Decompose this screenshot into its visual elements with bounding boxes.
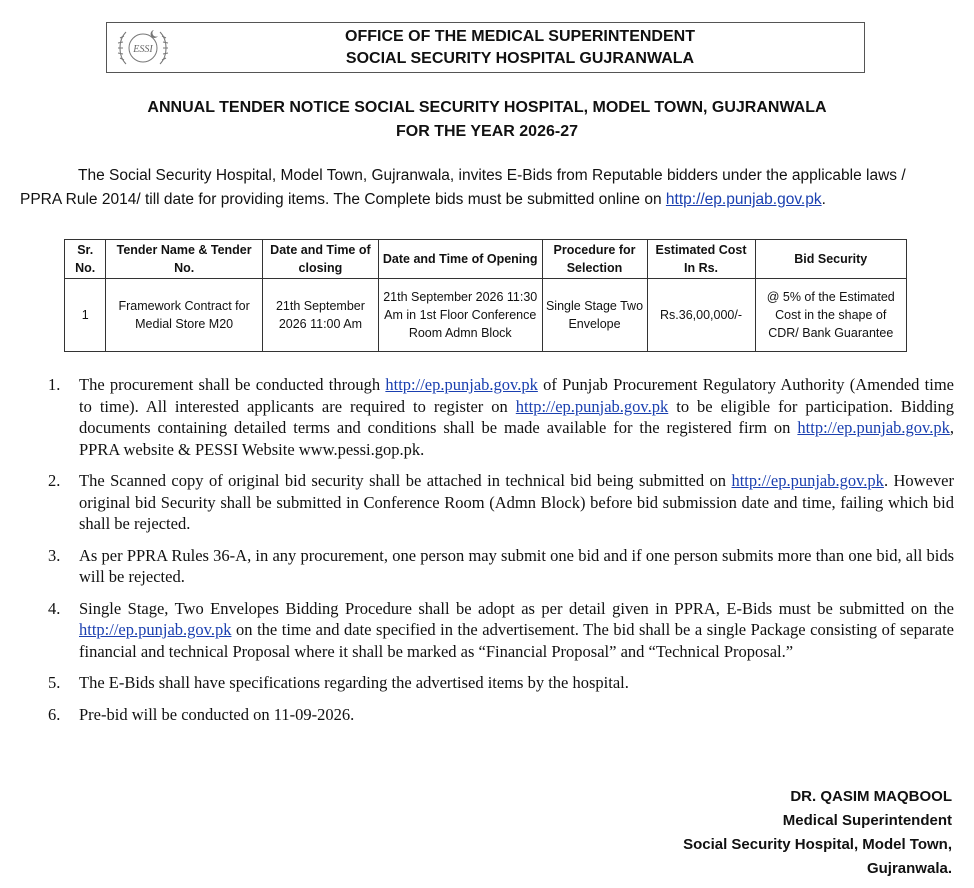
notice-title-line-2: FOR THE YEAR 2026-27 [396, 123, 578, 140]
item-number: 5. [48, 673, 61, 692]
item-text: of Punjab Procurement Regulatory Authority (Amended time to time). All interested applicants are required to register on [79, 375, 955, 416]
signatory-name: DR. QASIM MAQBOOL [790, 788, 952, 805]
signature-block [683, 785, 952, 881]
item-text: As per PPRA Rules 36-A, in any procurement, one person may submit one bid and if one person submits more than one bid, all bids will be rejected. [79, 545, 954, 586]
notice-title-line-1: ANNUAL TENDER NOTICE SOCIAL SECURITY HOSPITAL, MODEL TOWN, GUJRANWALA [147, 99, 827, 116]
item-text: to be eligible for participation. Bidding documents containing detailed terms and conditions shall be made available for the registered firm on [79, 396, 954, 437]
item-number: 3. [48, 545, 61, 565]
item-number: 6. [48, 704, 61, 724]
office-line-1: OFFICE OF THE MEDICAL SUPERINTENDENT [345, 28, 695, 45]
col-header-cost: Estimated Cost In Rs. [647, 240, 755, 279]
col-header-tender-name: Tender Name & Tender No. [106, 240, 262, 279]
cell-procedure: Single Stage Two Envelope [542, 279, 647, 352]
item-text: , PPRA website & PESSI Website www.pessi.gop.pk. [79, 418, 954, 459]
col-header-procedure: Procedure for Selection [542, 240, 647, 279]
logo-text: ESSI [133, 44, 153, 55]
intro-text: The Social Security Hospital, Model Town, Gujranwala, invites E-Bids from Reputable bidders under the applicable laws / PPRA Rule 2014/ till date for providing items. The Complete bids must be submitted online on [20, 167, 906, 208]
signatory-city: Gujranwala. [866, 860, 952, 877]
list-item [46, 672, 954, 694]
eprocurement-link[interactable]: http://ep.punjab.gov.pk [385, 375, 538, 394]
item-text: The Scanned copy of original bid security shall be attached in technical bid being submitted on [79, 471, 732, 490]
list-item [46, 374, 954, 460]
col-header-opening: Date and Time of Opening [378, 240, 542, 279]
item-number: 4. [48, 598, 61, 618]
list-item [46, 598, 954, 663]
office-title [180, 26, 860, 70]
cell-sr: 1 [65, 279, 106, 352]
item-number: 2. [48, 471, 61, 490]
cell-security: @ 5% of the Estimated Cost in the shape of CDR/ Bank Guarantee [755, 279, 906, 352]
item-text: Single Stage, Two Envelopes Bidding Procedure shall be adopt as per detail given in PPRA, E-Bids must be submitted on the [79, 598, 954, 618]
item-text: . However original bid Security shall be submitted in Conference Room (Admn Block) before bid submission date and time, failing which bid shall be rejected. [79, 471, 954, 533]
table-header-row [65, 240, 907, 279]
cell-closing: 21th September 2026 11:00 Am [262, 279, 378, 352]
list-item [46, 470, 954, 535]
item-text: The procurement shall be conducted through [79, 375, 386, 394]
item-text: Pre-bid will be conducted on 11-09-2026. [79, 704, 355, 724]
table-row [65, 279, 907, 352]
item-text: on the time and date specified in the advertisement. The bid shall be a single Package consisting of separate financial and technical Proposal where it shall be marked as “Financial Proposal” and “Technical Proposal.” [79, 620, 954, 661]
eprocurement-link[interactable]: http://ep.punjab.gov.pk [665, 191, 822, 208]
notice-title [0, 96, 974, 144]
col-header-sr: Sr. No. [65, 240, 106, 279]
eprocurement-link[interactable]: http://ep.punjab.gov.pk [797, 418, 950, 437]
tender-table [64, 239, 907, 352]
office-line-2: SOCIAL SECURITY HOSPITAL GUJRANWALA [345, 50, 695, 67]
intro-paragraph [20, 164, 950, 212]
eprocurement-link[interactable]: http://ep.punjab.gov.pk [79, 620, 232, 639]
list-item [46, 704, 954, 726]
list-item [46, 545, 954, 588]
conditions-list [46, 374, 954, 735]
col-header-security: Bid Security [755, 240, 906, 279]
cell-tender-name: Framework Contract for Medial Store M20 [106, 279, 262, 352]
eprocurement-link[interactable]: http://ep.punjab.gov.pk [731, 471, 884, 490]
essi-logo-icon [114, 24, 172, 70]
signatory-organization: Social Security Hospital, Model Town, [683, 836, 952, 853]
cell-opening: 21th September 2026 11:30 Am in 1st Floor Conference Room Admn Block [378, 279, 542, 352]
eprocurement-link[interactable]: http://ep.punjab.gov.pk [515, 396, 669, 416]
item-text: The E-Bids shall have specifications regarding the advertised items by the hospital. [79, 673, 629, 692]
item-number: 1. [48, 375, 61, 394]
signatory-designation: Medical Superintendent [782, 812, 952, 829]
intro-end: . [821, 191, 826, 208]
col-header-closing: Date and Time of closing [262, 240, 378, 279]
cell-cost: Rs.36,00,000/- [647, 279, 755, 352]
